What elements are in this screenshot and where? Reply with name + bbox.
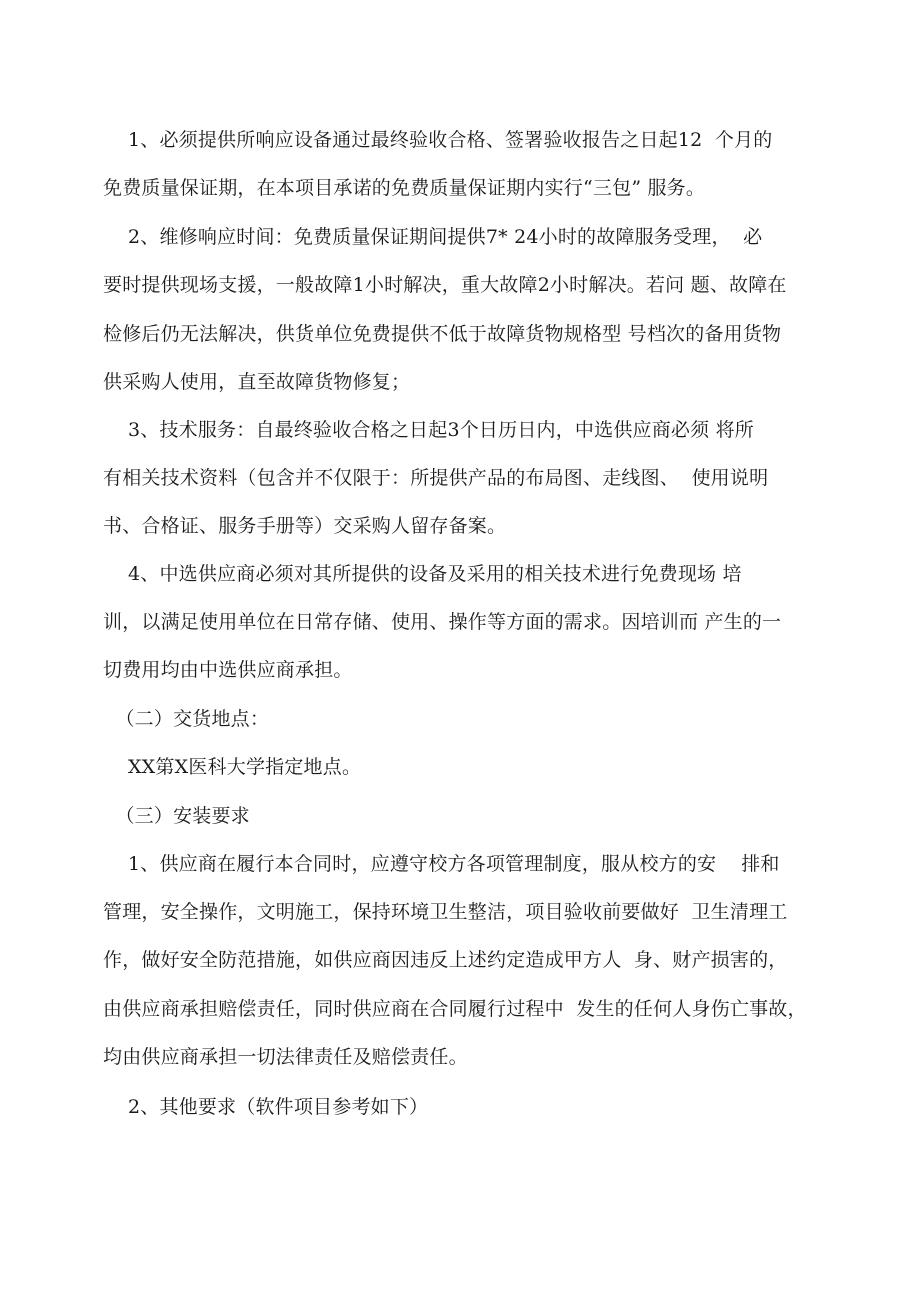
text-line: 4、中选供应商必须对其所提供的设备及采用的相关技术进行免费现场 培 (103, 563, 742, 585)
text-line: 2、其他要求（软件项目参考如下） (103, 1096, 429, 1118)
text-line: 1、必须提供所响应设备通过最终验收合格、签署验收报告之日起12 个月的 (103, 129, 773, 151)
text-line: 切费用均由中选供应商承担。 (103, 659, 353, 681)
text-line: 2、维修响应时间：免费质量保证期间提供7* 24小时的故障服务受理， 必 (103, 226, 763, 248)
text-line: 作，做好安全防范措施，如供应商因违反上述约定造成甲方人 身、财产损害的， (103, 949, 788, 971)
text-line: 1、供应商在履行本合同时，应遵守校方各项管理制度，服从校方的安 排和 (103, 853, 780, 875)
section-heading: （三）安装要求 (103, 805, 250, 827)
text-line: 免费质量保证期，在本项目承诺的免费质量保证期内实行“三包” 服务。 (103, 177, 706, 199)
text-line: 管理，安全操作，文明施工，保持环境卫生整洁，项目验收前要做好 卫生清理工 (103, 901, 788, 923)
text-line: 供采购人使用，直至故障货物修复； (103, 371, 411, 393)
text-line: 检修后仍无法解决，供货单位免费提供不低于故障货物规格型 号档次的备用货物 (103, 323, 782, 345)
text-line: 要时提供现场支援，一般故障1小时解决，重大故障2小时解决。若问 题、故障在 (103, 274, 787, 296)
section-heading: （二）交货地点： (103, 708, 270, 730)
text-line: 书、合格证、服务手册等）交采购人留存备案。 (103, 515, 507, 537)
text-line: 3、技术服务：自最终验收合格之日起3个日历日内，中选供应商必须 将所 (103, 419, 754, 441)
text-line: 均由供应商承担一切法律责任及赔偿责任。 (103, 1046, 468, 1068)
text-line: 有相关技术资料（包含并不仅限于：所提供产品的布局图、走线图、 使用说明 (103, 467, 769, 489)
text-line: XX第X医科大学指定地点。 (103, 756, 362, 778)
text-line: 训，以满足使用单位在日常存储、使用、操作等方面的需求。因培训而 产生的一 (103, 611, 782, 633)
text-line: 由供应商承担赔偿责任，同时供应商在合同履行过程中 发生的任何人身伤亡事故， (103, 998, 807, 1020)
